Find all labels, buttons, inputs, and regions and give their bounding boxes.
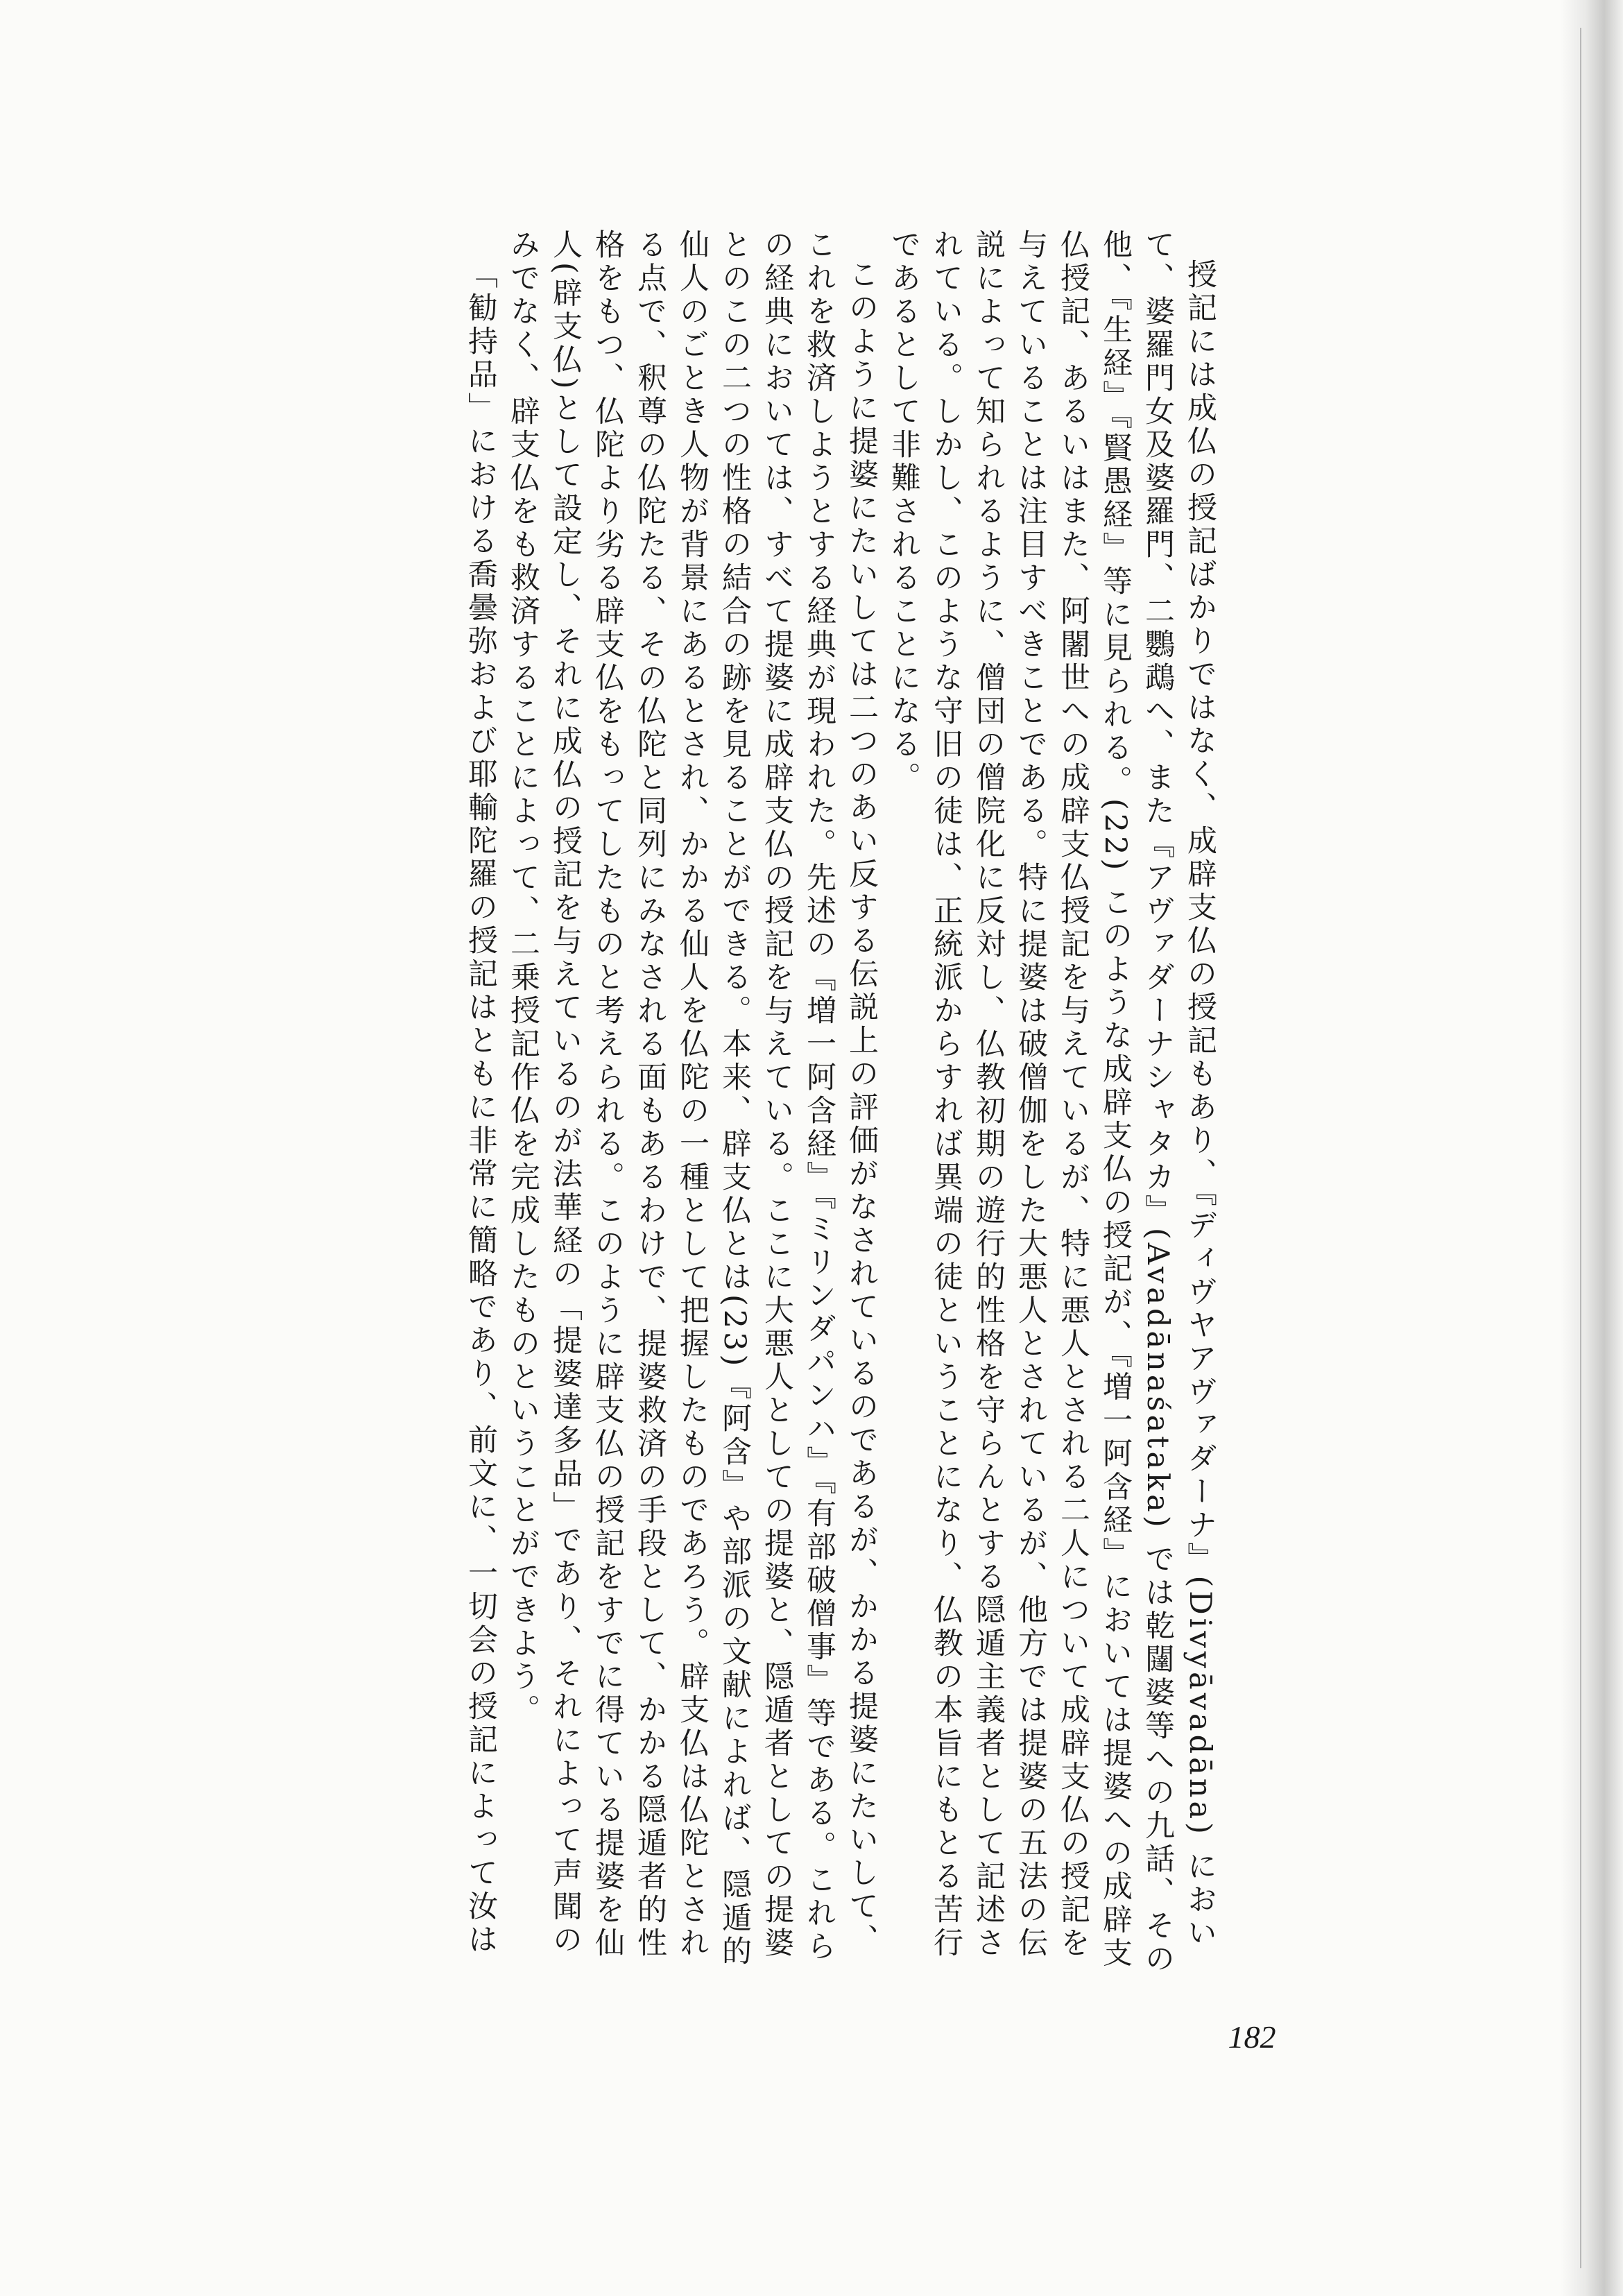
vertical-body-text [250, 229, 1221, 1977]
paragraph-2: このように提婆にたいしては二つのあい反する伝説上の評価がなされているのであるが、かかる提婆にたいして、これを救済しようとする経典が現われた。先述の『増一阿含経』『ミリンダパンハ』『有部破僧事』等である。これらの経典においては、すべて提婆に成辟支仏の授記を与えている。ここに大悪人としての提婆と、隠遁者としての提婆とのこの二つの性格の結合の跡を見ることができる。本来、辟支仏とは(23)『阿含』や部派の文献によれば、隠遁的仙人のごとき人物が背景にあるとされ、かかる仙人を仏陀の一種として把握したものであろう。辟支仏は仏陀とされる点で、釈尊の仏陀たる、その仏陀と同列にみなされる面もあるわけで、提婆救済の手段として、かかる隠遁者的性格をもつ、仏陀より劣る辟支仏をもってしたものと考えられる。このように辟支仏の授記をすでに得ている提婆を仙人(辟支仏)として設定し、それに成仏の授記を与えているのが法華経の「提婆達多品」であり、それによって声聞のみでなく、辟支仏をも救済することによって、二乗授記作仏を完成したものということができよう。 [506, 229, 879, 1969]
paragraph-3: 「勧持品」における喬曇弥および耶輸陀羅の授記はともに非常に簡略であり、前文に、一切会の授記によって汝は [463, 259, 498, 1957]
page-edge-shadow [1561, 0, 1623, 2296]
paragraph-1: 授記には成仏の授記ばかりではなく、成辟支仏の授記もあり、『ディヴヤアヴァダーナ』(Divyāvadāna) において、婆羅門女及婆羅門、二鸚鵡へ、また『アヴァダーナシャタカ』(Avadānaśataka) では乾闥婆等への九話、その他、『生経』『賢愚経』等に見られる。(22) このような成辟支仏の授記が、『増一阿含経』においては提婆への成辟支仏授記、あるいはまた、阿闍世への成辟支仏授記を与えているが、特に悪人とされる二人について成辟支仏の授記を与えていることは注目すべきことである。特に提婆は破僧伽をした大悪人とされているが、他方では提婆の五法の伝説によって知られるように、僧団の僧院化に反対し、仏教初期の遊行的性格を守らんとする隠遁主義者として記述されている。しかし、このような守旧の徒は、正統派からすれば異端の徒ということになり、仏教の本旨にもとる苦行であるとして非難されることになる。 [886, 229, 1217, 1977]
page-number: 182 [1228, 2019, 1276, 2055]
page-edge-line [1580, 28, 1581, 2268]
